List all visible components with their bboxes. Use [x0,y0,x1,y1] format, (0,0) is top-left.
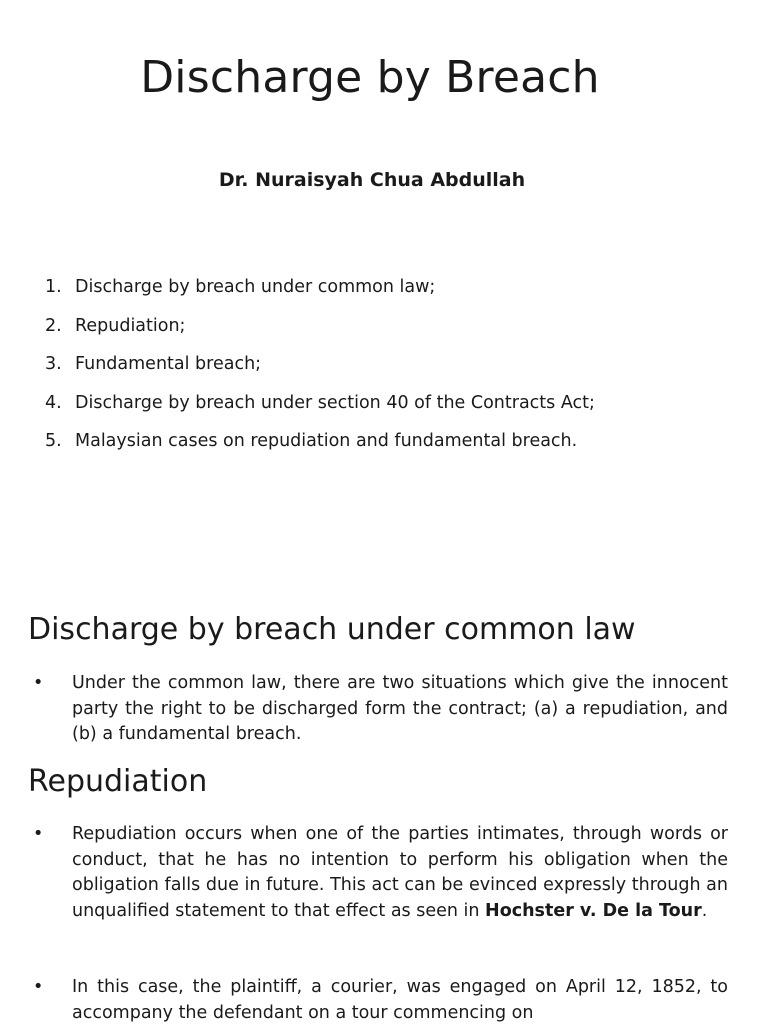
repudiation-paragraph-end: . [701,900,708,921]
outline-item [42,422,752,461]
outline-item-number: 3. [45,354,62,375]
outline-item-text: Repudiation; [75,315,186,336]
outline-item-number: 1. [45,277,62,297]
outline-list [42,268,752,461]
outline-item [42,384,752,423]
bullet-marker: • [33,977,44,997]
outline-item [42,268,752,307]
section-heading-repudiation: Repudiation [28,764,208,799]
case-name: Hochster v. De la Tour [485,900,702,921]
repudiation-paragraph-lead: Repudiation occurs when one of the parties intimates, through words or conduct, that he has no intention to perform his obligation when the obligation falls due in future. This act can be evinced expressly through an unqualified statement to that effect as seen in [72,824,728,921]
section-heading-common-law: Discharge by breach under common law [28,612,636,647]
outline-item-text: Fundamental breach; [75,354,262,375]
outline-item [42,345,752,384]
outline-item-text: Malaysian cases on repudiation and fundamental breach. [75,431,578,452]
outline-item [42,307,752,346]
outline-item-text: Discharge by breach under common law; [75,277,436,297]
hochster-case-paragraph: In this case, the plaintiff, a courier, was engaged on April 12, 1852, to accompany the defendant on a tour commencing on [72,977,728,1023]
outline-item-number: 2. [45,315,62,336]
outline-item-number: 4. [45,392,62,413]
document-title: Discharge by Breach [140,52,600,103]
outline-item-text: Discharge by breach under section 40 of the Contracts Act; [75,392,595,413]
bullet-marker: • [33,824,44,844]
bullet-marker: • [33,673,44,693]
repudiation-paragraph [72,822,728,924]
outline-item-number: 5. [45,431,62,452]
common-law-paragraph: Under the common law, there are two situations which give the innocent party the right to be discharged form the contract; (a) a repudiation, and (b) a fundamental breach. [72,673,728,744]
author-name: Dr. Nuraisyah Chua Abdullah [218,169,526,191]
